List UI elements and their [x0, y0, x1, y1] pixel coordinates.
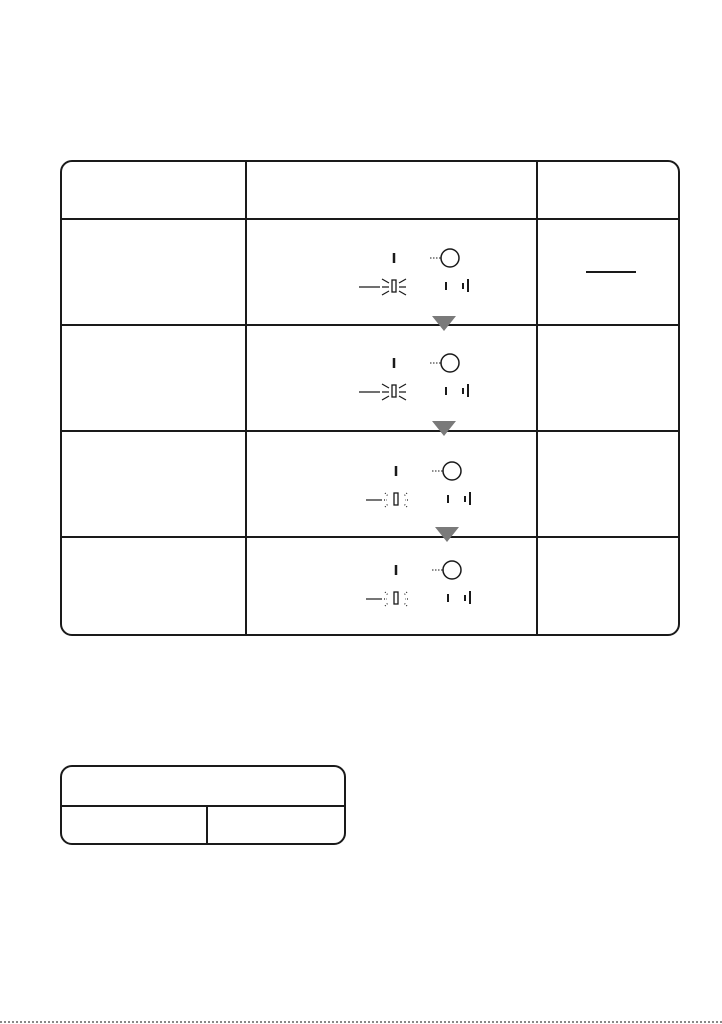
header-divider — [62, 805, 344, 807]
down-arrow-icon — [435, 527, 459, 542]
indicator-panel-4 — [366, 561, 470, 606]
column-divider — [206, 805, 208, 843]
page-edge — [0, 1021, 722, 1023]
indicator-panel-1 — [359, 249, 468, 295]
indicator-panel-2 — [359, 354, 468, 400]
down-arrow-icon — [432, 421, 456, 436]
down-arrow-icon — [432, 316, 456, 331]
summary-table — [60, 765, 346, 845]
indicator-panel-3 — [366, 462, 470, 507]
